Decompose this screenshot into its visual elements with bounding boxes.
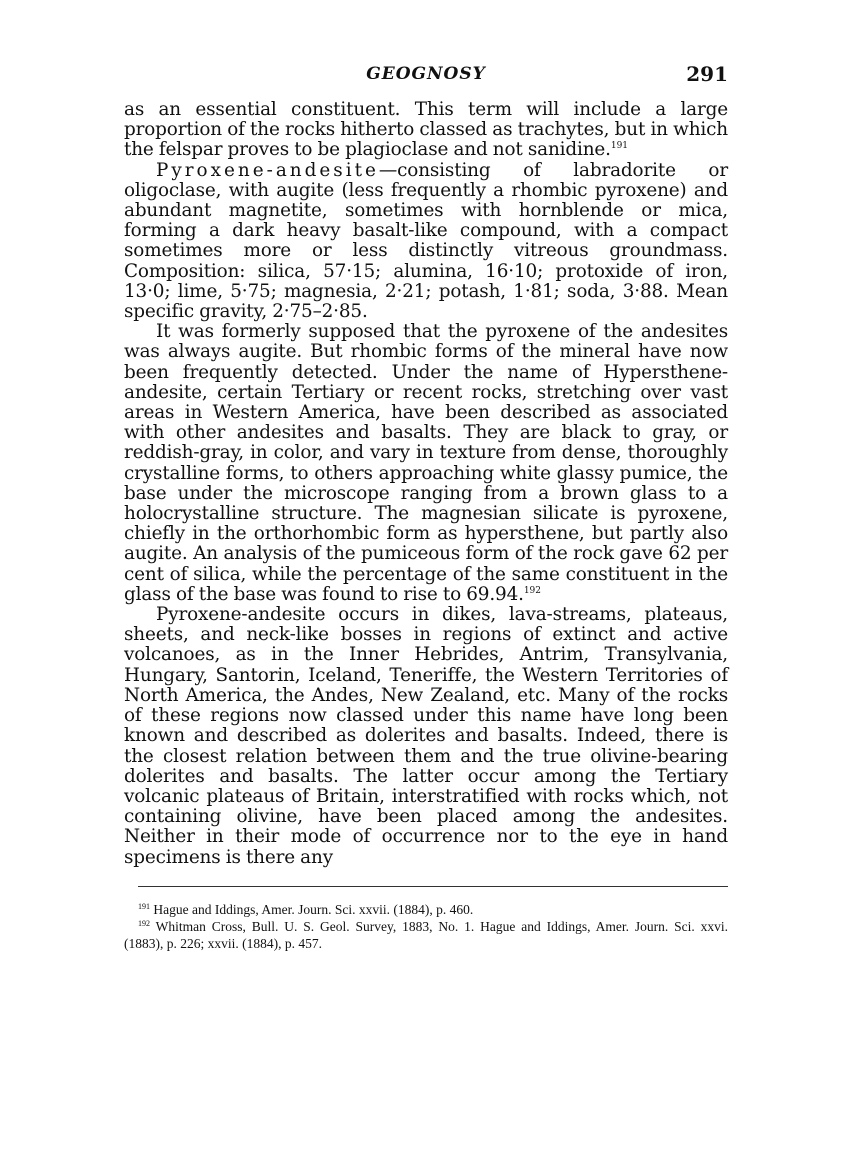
footnote-text: Hague and Iddings, Amer. Journ. Sci. xxvii. (1884), p. 460.	[153, 901, 474, 917]
paragraph-3-text: It was formerly supposed that the pyroxene of the andesites was always augite. But rhombic forms of the mineral have now been frequently detected. Under the name of Hypersthene-andesite, certain Tertiary or recent rocks, stretching over vast areas in Western America, have been described as associated with other andesites and basalts. They are black to gray, or reddish-gray, in color, and vary in texture from dense, thoroughly crystalline forms, to others approaching white glassy pumice, the base under the microscope ranging from a brown glass to a holocrystalline structure. The magnesian silicate is pyroxene, chiefly in the orthorhombic form as hypersthene, but partly also augite. An analysis of the pumiceous form of the rock gave 62 per cent of silica, while the percentage of the same constituent in the glass of the base was found to rise to 69.94.	[124, 321, 728, 605]
paragraph-1-text: as an essential constituent. This term will include a large proportion of the rocks hitherto classed as trachytes, but in which the felspar proves to be plagioclase and not sanidine.	[124, 99, 728, 161]
page-number: 291	[686, 62, 728, 86]
footnote-ref-192: 192	[523, 585, 541, 596]
footnote-marker: 192	[138, 918, 150, 928]
paragraph-1	[124, 100, 728, 161]
paragraph-2	[124, 161, 728, 323]
book-page	[124, 60, 728, 1120]
footnote-192	[124, 918, 728, 952]
footnote-ref-191: 191	[610, 141, 629, 152]
paragraph-3	[124, 322, 728, 605]
footnote-marker: 191	[138, 901, 150, 911]
body-text	[124, 100, 728, 868]
paragraph-2-text: —consisting of labradorite or oligoclase, with augite (less frequently a rhombic pyroxene) and abundant magnetite, sometimes with hornblende or mica, forming a dark heavy basalt-like compound, with a compact sometimes more or less distinctly vitreous groundmass. Composition: silica, 57·15; alumina, 16·10; protoxide of iron, 13·0; lime, 5·75; magnesia, 2·21; potash, 1·81; soda, 3·88. Mean specific gravity, 2·75–2·85.	[124, 159, 728, 323]
paragraph-4-text: Pyroxene-andesite occurs in dikes, lava-streams, plateaus, sheets, and neck-like bosses in regions of extinct and active volcanoes, as in the Inner Hebrides, Antrim, Transylvania, Hungary, Santorin, Iceland, Teneriffe, the Western Territories of North America, the Andes, New Zealand, etc. Many of the rocks of these regions now classed under this name have long been known and described as dolerites and basalts. Indeed, there is the closest relation between them and the true olivine-bearing dolerites and basalts. The latter occur among the Tertiary volcanic plateaus of Britain, interstratified with rocks which, not containing olivine, have been placed among the andesites. Neither in their mode of occurrence nor to the eye in hand specimens is there any	[124, 604, 728, 868]
rock-term-pyroxene-andesite: Pyroxene-andesite	[156, 159, 379, 181]
footnote-divider	[138, 886, 728, 887]
running-title: GEOGNOSY	[366, 64, 486, 84]
footnote-191	[124, 901, 728, 918]
paragraph-4	[124, 605, 728, 868]
footnotes	[124, 901, 728, 952]
running-head	[124, 60, 728, 100]
footnote-text: Whitman Cross, Bull. U. S. Geol. Survey, 1883, No. 1. Hague and Iddings, Amer. Journ. Sci. xxvi. (1883), p. 226; xxvii. (1884), p. 457.	[124, 918, 728, 951]
